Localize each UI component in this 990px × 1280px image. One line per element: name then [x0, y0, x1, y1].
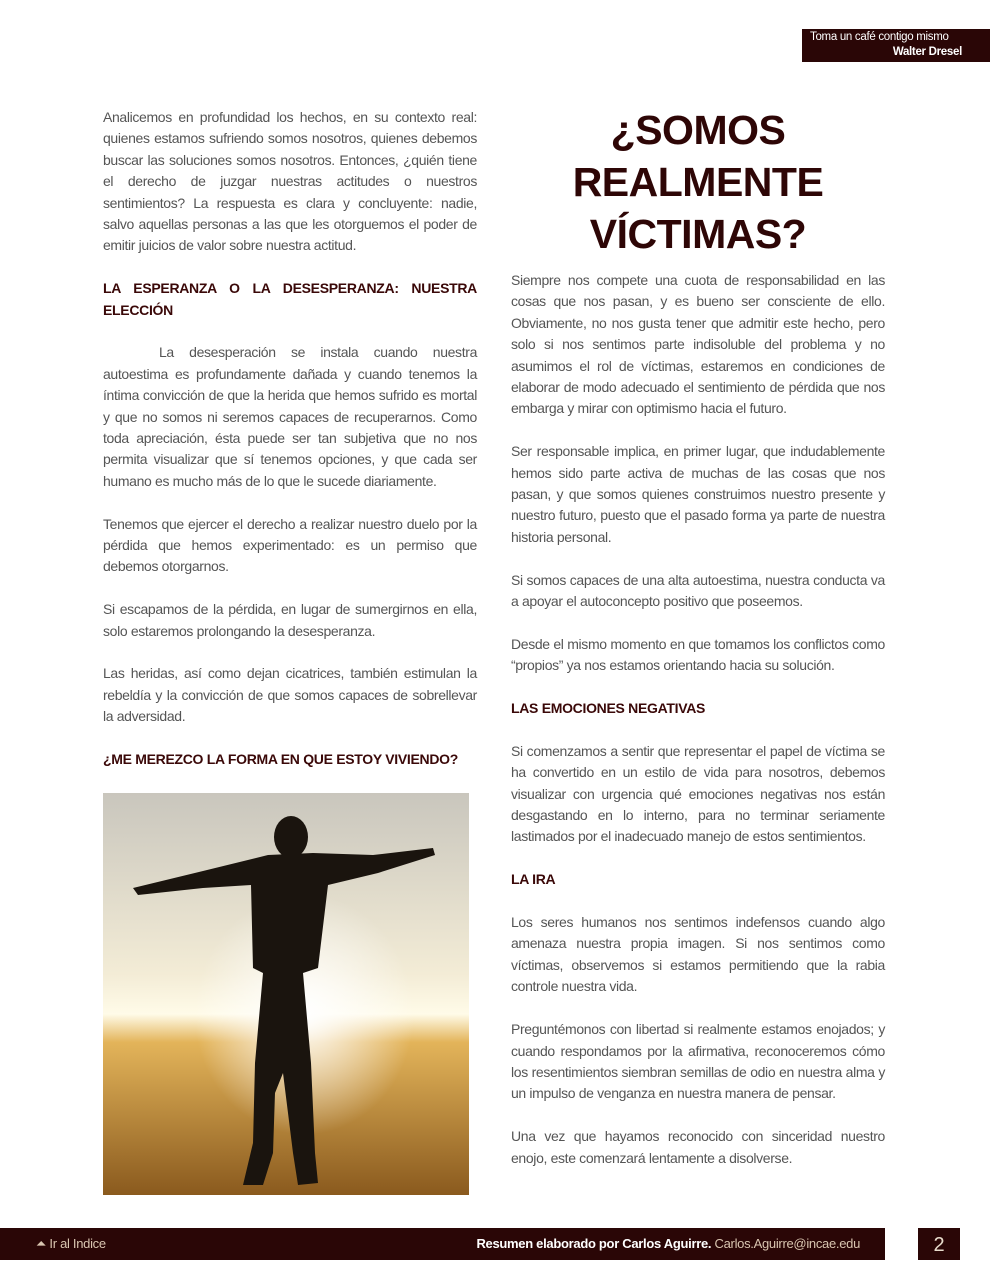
paragraph: Si escapamos de la pérdida, en lugar de sumergirnos en ella, solo estaremos prolongando la desesperanza. — [103, 601, 477, 639]
paragraph: Desde el mismo momento en que tomamos los conflictos como “propios” ya nos estamos orientando hacia su solución. — [511, 635, 885, 674]
paragraph: Una vez que hayamos reconocido con sinceridad nuestro enojo, este comenzará lentamente a disolverse. — [511, 1128, 885, 1166]
paragraph: Si somos capaces de una alta autoestima, nuestra conducta va a apoyar el autoconcepto positivo que poseemos. — [511, 571, 885, 610]
paragraph: Siempre nos compete una cuota de responsabilidad en las cosas que nos pasan, y es bueno ser consciente de ello. Obviamente, no nos gusta tener que admitir este hecho, pero solo si nos sentimos parte indisoluble del problema y no asumimos el rol de víctimas, estaremos en condiciones de elaborar de modo adecuado el sentimiento de pérdida que nos embarga y mirar con optimismo hacia el futuro. — [511, 272, 885, 417]
paragraph: Ser responsable implica, en primer lugar, que indudablemente hemos sido parte activa de muchas de las cosas que nos pasan, y que somos quienes construimos nuestro presente y nuestro futuro, puesto que el pasado forma ya parte de nuestra historia personal. — [511, 443, 885, 545]
beach-silhouette-photo — [103, 793, 469, 1195]
section-heading: LA ESPERANZA O LA DESESPERANZA: NUESTRA ELECCIÓN — [103, 280, 477, 318]
paragraph: Preguntémonos con libertad si realmente estamos enojados; y cuando respondamos por la afirmativa, reconoceremos cómo los resentimientos siembran semillas de odio en nuestra alma y un impulso de venganza en nuestra manera de pensar. — [511, 1021, 885, 1102]
paragraph: Tenemos que ejercer el derecho a realizar nuestro duelo por la pérdida que hemos experimentado: es un permiso que debemos otorgarnos. — [103, 515, 477, 575]
section-heading: ¿ME MEREZCO LA FORMA EN QUE ESTOY VIVIENDO? — [103, 751, 459, 768]
credit-label: Resumen elaborado por Carlos Aguirre. — [476, 1236, 712, 1251]
index-link[interactable] — [36, 1228, 106, 1260]
header-title: Toma un café contigo mismo — [810, 31, 949, 43]
footer-bar — [0, 1228, 885, 1260]
header-author: Walter Dresel — [892, 46, 962, 58]
paragraph: Las heridas, así como dejan cicatrices, también estimulan la rebeldía y la convicción de que somos capaces de sobrellevar la adversidad. — [103, 665, 477, 725]
paragraph: La desesperación se instala cuando nuestra autoestima es profundamente dañada y cuando tenemos la íntima convicción de que la herida que hemos sufrido es mortal y que no somos ni seremos capaces de recuperarnos. Como toda apreciación, ésta puede ser tan subjetiva que no nos permita visualizar que sí tenemos opciones, y que cada ser humano es mucho más de lo que le sucede diariamente. — [103, 344, 477, 489]
page-number: 2 — [918, 1228, 960, 1260]
section-heading: LA IRA — [511, 871, 556, 888]
article-title: ¿SOMOS REALMENTE VÍCTIMAS? — [572, 107, 824, 257]
up-arrow-icon: ⏶ — [36, 1236, 50, 1251]
right-column — [511, 104, 885, 1190]
email-link[interactable]: Carlos.Aguirre@incae.edu — [714, 1236, 860, 1251]
index-link-label: Ir al Indice — [49, 1236, 106, 1251]
running-header — [802, 29, 990, 62]
credit-text — [476, 1228, 860, 1260]
paragraph: Analicemos en profundidad los hechos, en su contexto real: quienes estamos sufriendo somos nosotros, quienes debemos buscar las soluciones somos nosotros. Entonces, ¿quién tiene el derecho de juzgar nuestras actitudes o nuestros sentimientos? La respuesta es clara y concluyente: nadie, salvo aquellas personas a las que les otorguemos el poder de emitir juicios de valor sobre nuestra actitud. — [103, 109, 477, 254]
paragraph: Los seres humanos nos sentimos indefensos cuando algo amenaza nuestra propia imagen. Si nos sentimos como víctimas, observemos si estamos permitiendo que la rabia controle nuestra vida. — [511, 914, 885, 995]
left-column — [103, 107, 477, 792]
paragraph: Si comenzamos a sentir que representar el papel de víctima se ha convertido en un estilo de vida para nosotros, debemos visualizar con urgencia qué emociones negativas nos están desgastando en lo interno, para no terminar seriamente lastimados por el inadecuado manejo de estos sentimientos. — [511, 742, 885, 845]
section-heading: LAS EMOCIONES NEGATIVAS — [511, 700, 706, 717]
